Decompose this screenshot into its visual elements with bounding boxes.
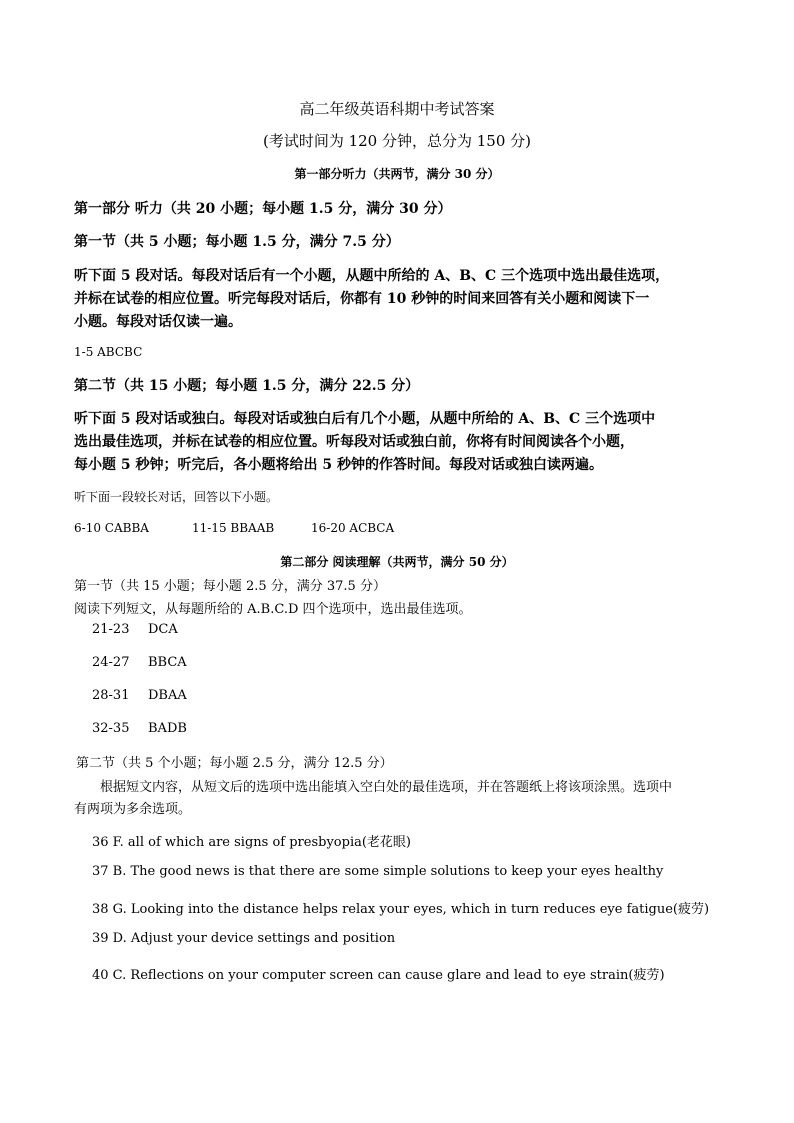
part1-sec2-instr-line: 选出最佳选项，并标在试卷的相应位置。听每段对话或独白前，你将有时间阅读各个小题， [74,434,634,450]
part1-sec2-answer-group: 11-15 BBAAB [192,521,275,535]
seven-choose-five-answer: 36 F. all of which are signs of presbyopia(老花眼) [92,835,412,850]
answer-letters: BADB [148,721,187,736]
answer-letters: DBAA [148,688,187,703]
part2-sec2-instr-line: 有两项为多余选项。 [74,802,192,817]
part1-sec1-instr-line: 听下面 5 段对话。每段对话后有一个小题，从题中所给的 A、B、C 三个选项中选出最佳选项， [74,268,670,284]
seven-choose-five-answer: 37 B. The good news is that there are some simple solutions to keep your eyes healthy [92,864,664,879]
part1-sec1-answers: 1-5 ABCBC [74,345,143,359]
reading-answer-row [92,655,187,670]
question-range: 24-27 [92,655,130,670]
part2-sec1-heading: 第一节（共 15 小题；每小题 2.5 分，满分 37.5 分） [74,579,386,594]
part1-sec1-heading: 第一节（共 5 小题；每小题 1.5 分，满分 7.5 分） [74,234,400,250]
part2-sec1-instr: 阅读下列短文，从每题所给的 A.B.C.D 四个选项中，选出最佳选项。 [74,602,472,617]
answer-letters: BBCA [148,655,187,670]
document-subtitle: (考试时间为 120 分钟，总分为 150 分) [262,132,532,150]
part1-sec2-answer-group: 6-10 CABBA [74,521,149,535]
part2-heading: 第二部分 阅读理解（共两节，满分 50 分） [280,555,514,569]
seven-choose-five-answer: 38 G. Looking into the distance helps relax your eyes, which in turn reduces eye fatigue(疲劳) [92,902,710,917]
question-range: 21-23 [92,622,130,637]
part1-sec2-instr-line: 听下面 5 段对话或独白。每段对话或独白后有几个小题，从题中所给的 A、B、C 三个选项中 [74,411,656,427]
reading-answer-row [92,721,187,736]
part1-sec2-heading: 第二节（共 15 小题；每小题 1.5 分，满分 22.5 分） [74,378,420,394]
document-title: 高二年级英语科期中考试答案 [299,100,495,118]
answer-letters: DCA [148,622,178,637]
part1-center-heading: 第一部分听力（共两节，满分 30 分） [294,167,500,181]
part1-heading: 第一部分 听力（共 20 小题；每小题 1.5 分，满分 30 分） [74,201,452,217]
seven-choose-five-answer: 39 D. Adjust your device settings and position [92,931,396,946]
reading-answer-row [92,688,187,703]
part2-sec2-heading: 第二节（共 5 个小题；每小题 2.5 分，满分 12.5 分） [76,756,393,771]
part1-sec2-answer-group: 16-20 ACBCA [311,521,395,535]
seven-choose-five-answer: 40 C. Reflections on your computer screen can cause glare and lead to eye strain(疲劳) [92,968,665,983]
part1-sec1-instr-line: 小题。每段对话仅读一遍。 [74,314,242,330]
question-range: 28-31 [92,688,130,703]
reading-answer-row [92,622,178,637]
part2-sec2-instr-line: 根据短文内容，从短文后的选项中选出能填入空白处的最佳选项，并在答题纸上将该项涂黑。选项中 [100,780,673,795]
question-range: 32-35 [92,721,130,736]
part1-sec2-note: 听下面一段较长对话，回答以下小题。 [74,490,279,504]
part1-sec1-instr-line: 并标在试卷的相应位置。听完每段对话后，你都有 10 秒钟的时间来回答有关小题和阅读下一 [74,291,650,307]
part1-sec2-instr-line: 每小题 5 秒钟；听完后，各小题将给出 5 秒钟的作答时间。每段对话或独白读两遍。 [74,457,603,473]
